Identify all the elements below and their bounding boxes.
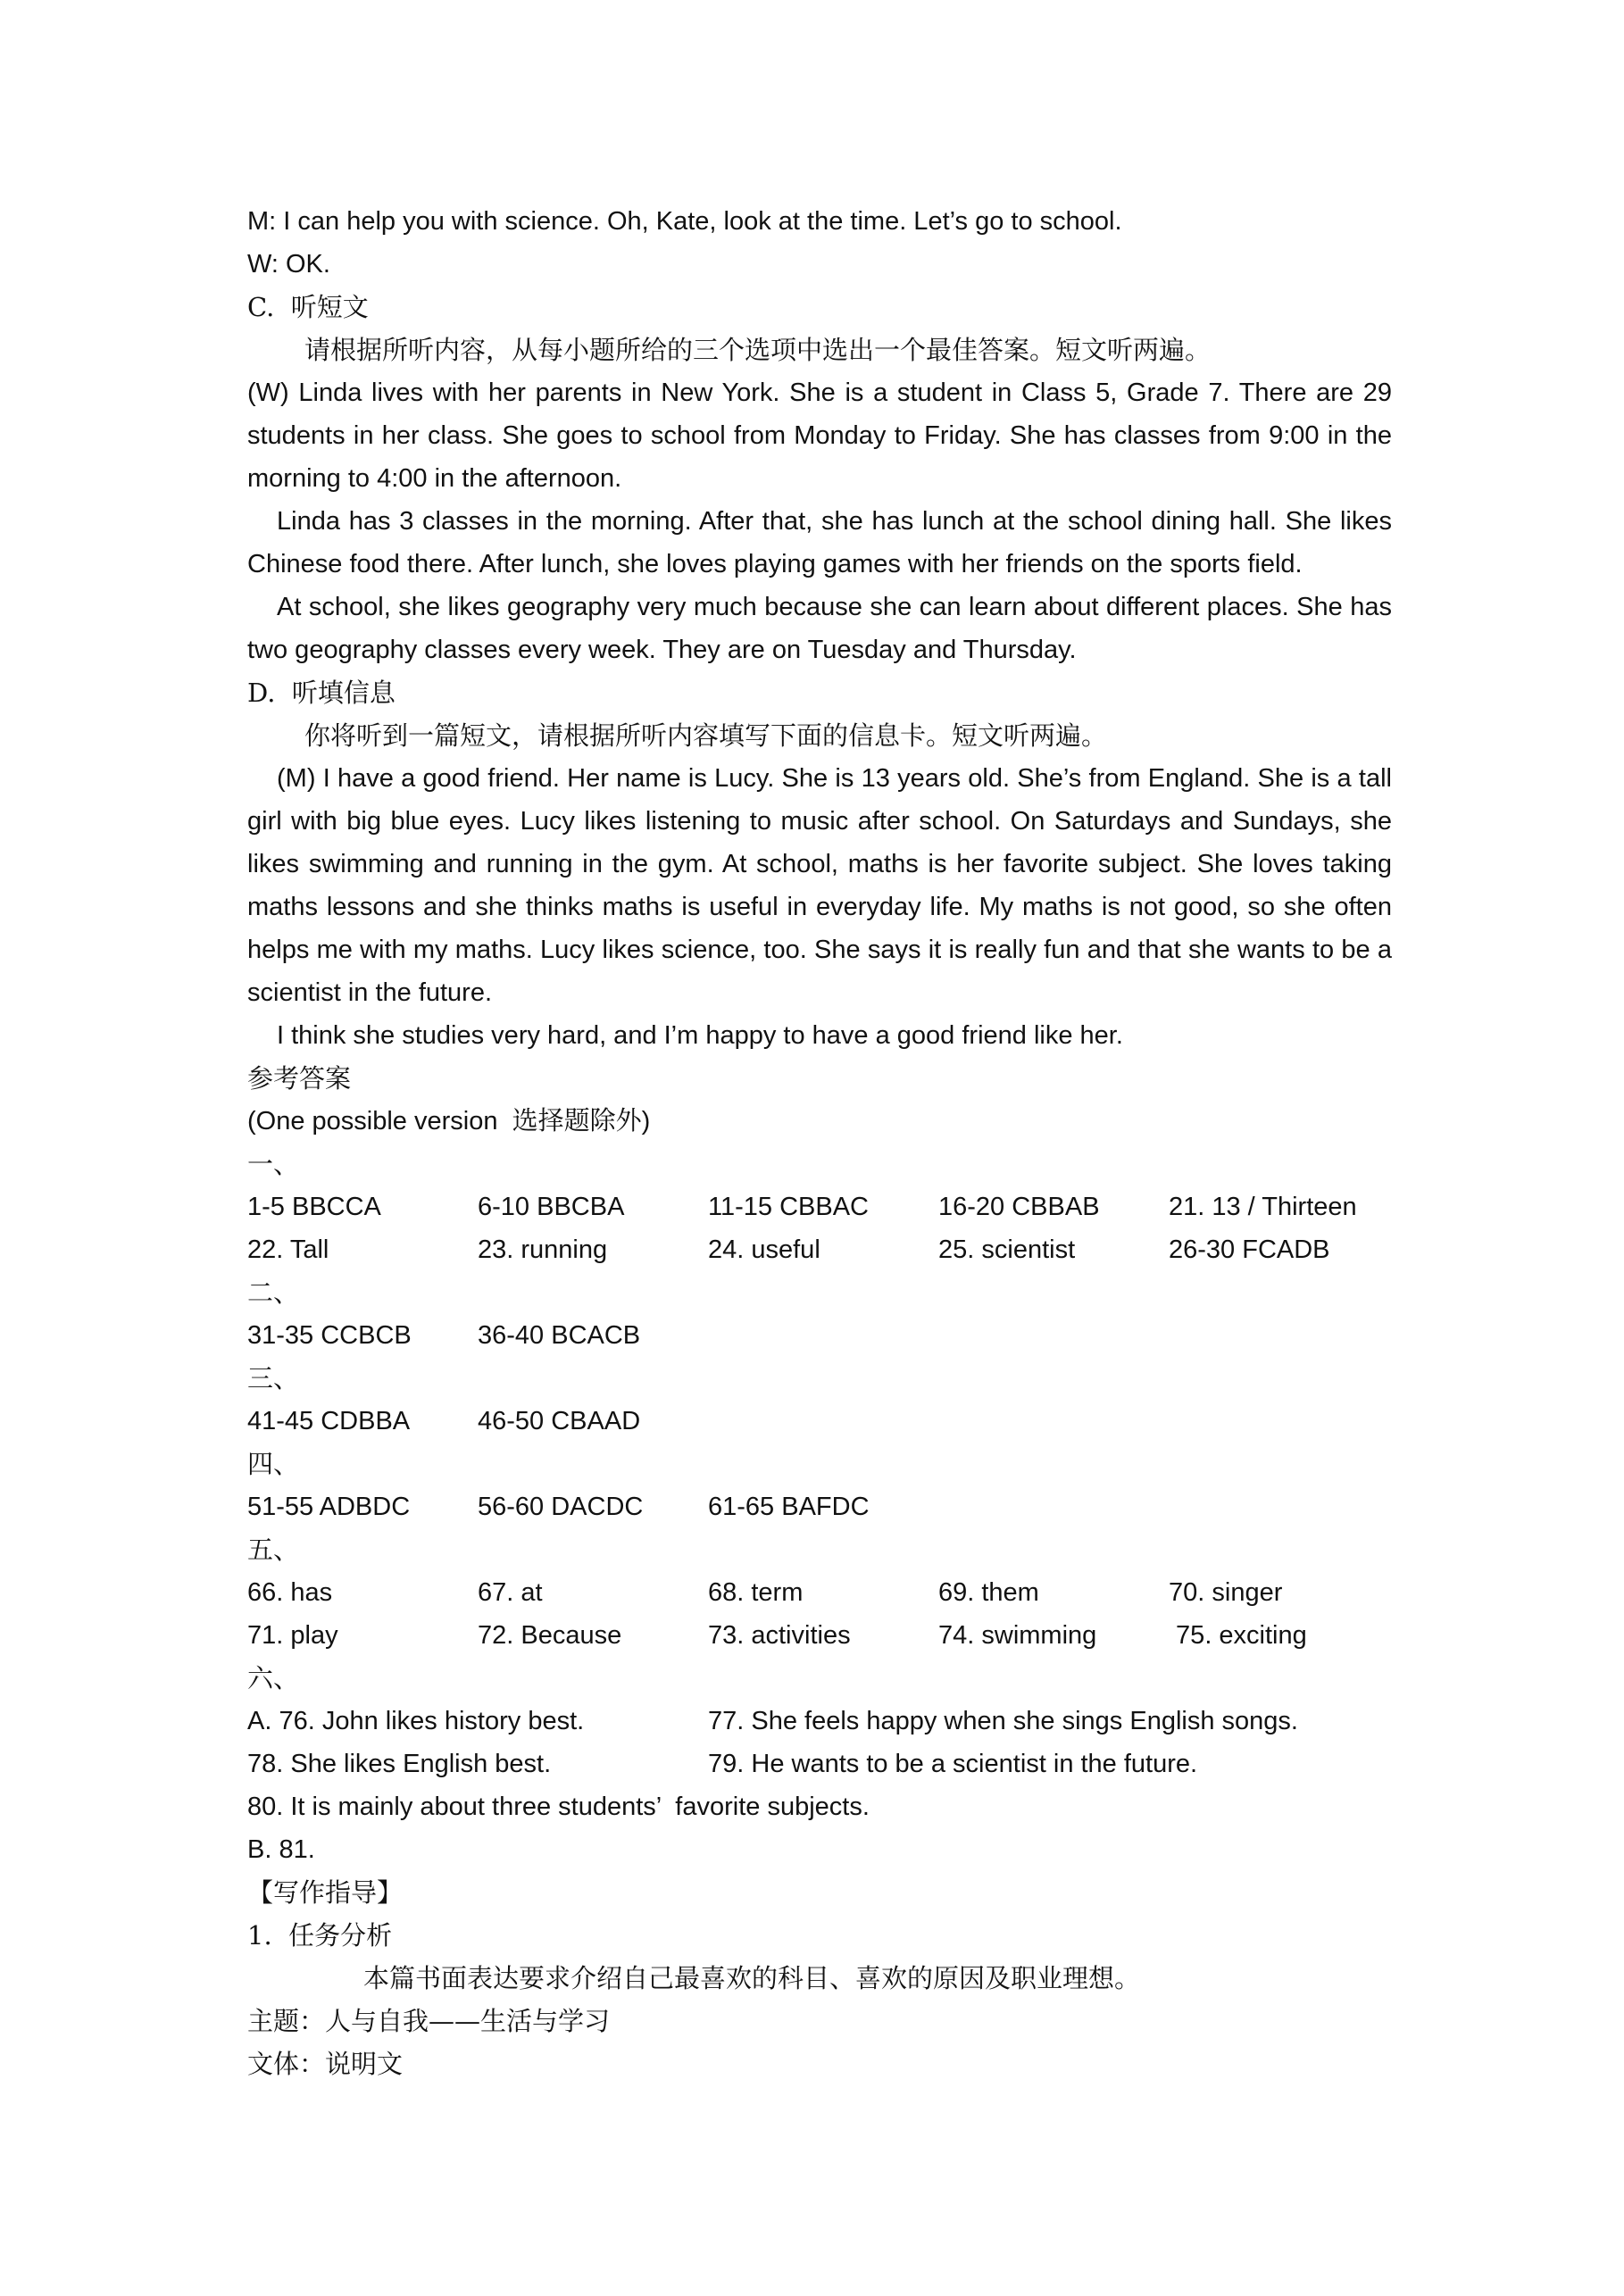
answer-cell: 41-45 CDBBA (247, 1407, 411, 1435)
task-analysis-text: 本篇书面表达要求介绍自己最喜欢的科目、喜欢的原因及职业理想。 (363, 1963, 1141, 1993)
answer-cell: 11-15 CBBAC (708, 1193, 869, 1221)
answer-cell: 73. activities (708, 1621, 851, 1650)
section-c-paragraph-3: At school, she likes geography very much because she can learn about different places. She has two geography classes every week. They are on Tuesday and Thursday. (247, 593, 1400, 664)
section-d-heading: D. 听填信息 (247, 678, 396, 708)
section-d-instruction: 你将听到一篇短文，请根据所听内容填写下面的信息卡。短文听两遍。 (304, 720, 1108, 751)
answer-b-81: B. 81. (247, 1835, 315, 1864)
dialogue-w-line: W: OK. (247, 250, 330, 279)
answer-cell: 21. 13 / Thirteen (1169, 1193, 1357, 1221)
answers-title: 参考答案 (247, 1063, 352, 1094)
answers-note: (One possible version 选择题除外) (247, 1107, 651, 1136)
section-d-paragraph-2: I think she studies very hard, and I’m happy to have a good friend like her. (277, 1021, 1123, 1050)
answer-cell: 51-55 ADBDC (247, 1493, 411, 1521)
section-c-paragraph-1: (W) Linda lives with her parents in New York. She is a student in Class 5, Grade 7. There are 29 students in her class. She goes to school from Monday to Friday. She has classes from 9:00 in the morning to 4:00 in the afternoon. (247, 379, 1400, 493)
section-c-paragraph-2: Linda has 3 classes in the morning. After that, she has lunch at the school dining hall. She likes Chinese food there. After lunch, she loves playing games with her friends on the sports field. (247, 507, 1400, 578)
answer-cell: 75. exciting (1169, 1621, 1307, 1650)
answer-sentence: 77. She feels happy when she sings English songs. (708, 1707, 1298, 1735)
task-analysis-heading: 1. 任务分析 (247, 1920, 393, 1951)
answer-cell: 31-35 CCBCB (247, 1321, 412, 1350)
answer-cell: 71. play (247, 1621, 338, 1650)
answer-cell: 16-20 CBBAB (938, 1193, 1100, 1221)
part-6-row-1 (247, 1700, 1392, 1743)
answer-cell: 23. running (478, 1235, 608, 1264)
document-page (247, 200, 1400, 2085)
answer-cell: 70. singer (1169, 1578, 1283, 1607)
answer-cell: 56-60 DACDC (478, 1493, 644, 1521)
answer-cell: 25. scientist (938, 1235, 1076, 1264)
part-4-row-1 (247, 1485, 1392, 1528)
part-6-row-2 (247, 1743, 1392, 1785)
answer-cell: 69. them (938, 1578, 1039, 1607)
answer-cell: 36-40 BCACB (478, 1321, 641, 1350)
part-5-row-2 (247, 1614, 1392, 1657)
part-2-row-1 (247, 1314, 1392, 1357)
answer-cell: 67. at (478, 1578, 543, 1607)
answer-cell: 26-30 FCADB (1169, 1235, 1330, 1264)
part-1-label: 一、 (247, 1149, 300, 1179)
section-c-heading: C. 听短文 (247, 292, 369, 322)
part-3-label: 三、 (247, 1363, 300, 1393)
answer-sentence: 78. She likes English best. (247, 1750, 552, 1778)
answer-cell: 66. has (247, 1578, 333, 1607)
part-4-label: 四、 (247, 1449, 300, 1479)
answer-sentence: A. 76. John likes history best. (247, 1707, 585, 1735)
answer-cell: 46-50 CBAAD (478, 1407, 641, 1435)
answer-cell: 68. term (708, 1578, 804, 1607)
answer-cell: 74. swimming (938, 1621, 1097, 1650)
part-5-row-1 (247, 1571, 1392, 1614)
answer-cell: 61-65 BAFDC (708, 1493, 870, 1521)
answer-cell: 24. useful (708, 1235, 820, 1264)
part-6-label: 六、 (247, 1663, 300, 1693)
part-2-label: 二、 (247, 1277, 300, 1308)
answer-cell: 72. Because (478, 1621, 622, 1650)
genre-line: 文体：说明文 (247, 2049, 404, 2079)
writing-guide-title: 【写作指导】 (247, 1877, 404, 1908)
answer-cell: 6-10 BBCBA (478, 1193, 625, 1221)
part-5-label: 五、 (247, 1535, 300, 1565)
dialogue-m-line: M: I can help you with science. Oh, Kate, look at the time. Let’s go to school. (247, 207, 1122, 236)
answer-cell: 22. Tall (247, 1235, 329, 1264)
part-1-row-2 (247, 1228, 1392, 1271)
section-c-instruction: 请根据所听内容，从每小题所给的三个选项中选出一个最佳答案。短文听两遍。 (304, 335, 1212, 365)
answer-sentence: 79. He wants to be a scientist in the future. (708, 1750, 1198, 1778)
answer-cell: 1-5 BBCCA (247, 1193, 381, 1221)
part-1-row-1 (247, 1185, 1392, 1228)
answer-sentence-80: 80. It is mainly about three students’ favorite subjects. (247, 1793, 870, 1821)
section-d-paragraph-1: (M) I have a good friend. Her name is Lucy. She is 13 years old. She’s from England. She is a tall girl with big blue eyes. Lucy likes listening to music after school. On Saturdays and Sundays, she likes swimming and running in the gym. At school, maths is her favorite subject. She loves taking maths lessons and she thinks maths is useful in everyday life. My maths is not good, so she often helps me with my maths. Lucy likes science, too. She says it is really fun and that she wants to be a scientist in the future. (247, 764, 1400, 1007)
theme-line: 主题：人与自我——生活与学习 (247, 2006, 611, 2036)
part-3-row-1 (247, 1400, 1392, 1443)
